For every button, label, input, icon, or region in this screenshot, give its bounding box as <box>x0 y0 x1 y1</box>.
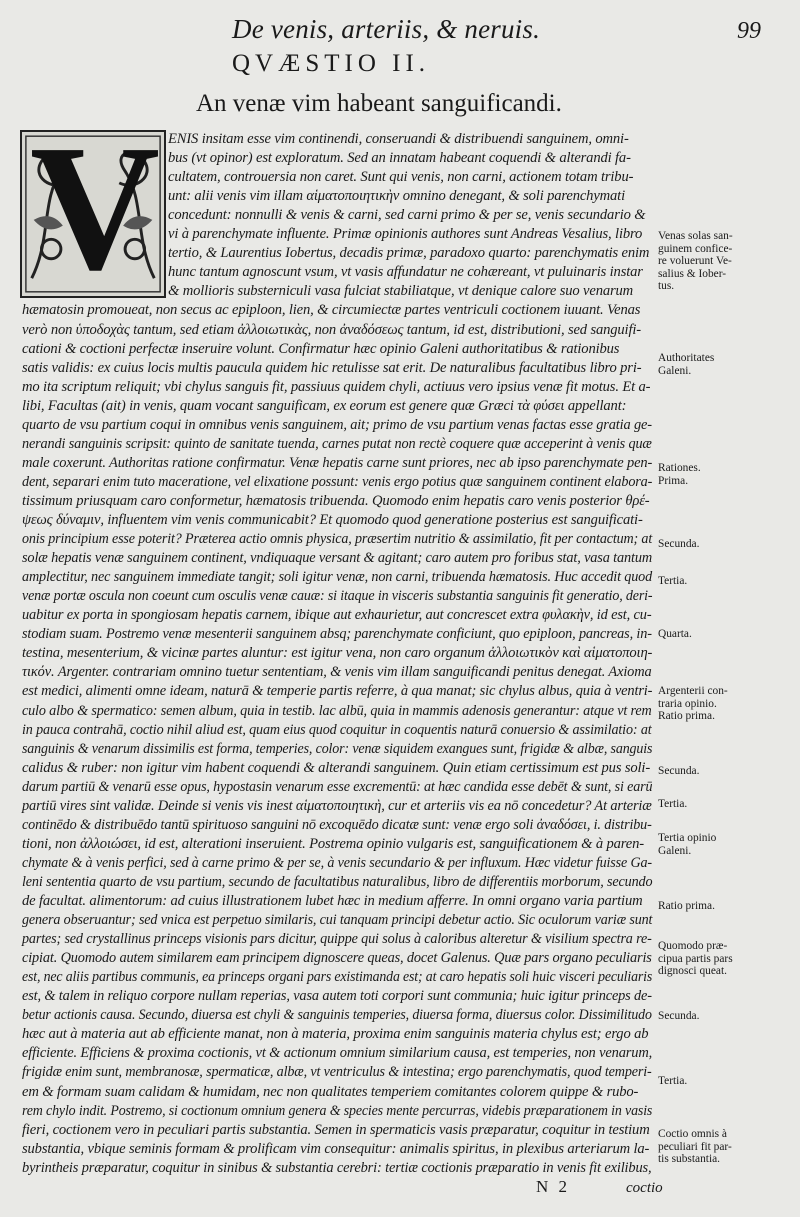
margin-note-line: Tertia. <box>658 575 688 587</box>
text-line: venæ portæ oscula non coeunt cum osculis venæ cauæ: si itaque in visceris substantia sanguinis fit generatio, deri- <box>22 588 653 605</box>
text-line: cultatem, controuersia non caret. Sunt qui venis, non carni, actionem totam tribu- <box>168 169 634 186</box>
margin-note-line: Tertia opinio <box>658 832 717 844</box>
margin-note-line: re voluerunt Ve- <box>658 255 732 268</box>
margin-note-tertia-opinio <box>658 832 798 857</box>
text-line: tertio, & Laurentius Iobertus, decadis primæ, paradoxo quarto: parenchymatis enim <box>168 245 650 262</box>
text-line: hæmatosin promoueat, non secus ac epiploon, lien, & circumiectæ partes ventriculi coctionem iuuant. Venas <box>22 302 641 319</box>
margin-note-line: Ratio prima. <box>658 710 715 723</box>
text-line: onis principium esse poterit? Præterea actio omnis physica, præsertim nutritio & assimilatio, fit per contactum; at <box>22 531 653 548</box>
text-line: ψεως δύναμιν, influentem vim venis communicabit? Et quomodo quod generatione posterius est sanguificati- <box>22 512 643 528</box>
ornamental-initial <box>20 108 166 307</box>
text-line: quarto de vsu partium coqui in omnibus venis sanguinem, ait; primo de vsu partium venas factas esse gratia ge- <box>22 416 652 433</box>
text-line: est, nec aliis partibus communis, ea princeps organi pars existimanda est; at caro hepatis soli huic visceri peculiaris <box>22 969 653 986</box>
margin-note-line: cipua partis pars <box>658 952 733 965</box>
text-line: darum partiū & venarū esse opus, hypostasin venarum esse excrementū: at hæc candida esse debēt & sunt, si earū <box>22 778 653 795</box>
text-line: betur actionis causa. Secundo, diuersa est chyli & sanguinis temperies, diuersa forma, diuersus color. Dissimilitudo <box>22 1007 652 1024</box>
text-line: vi à parenchymate influente. Primæ opinionis authores sunt Andreas Vesalius, libro <box>168 226 643 243</box>
text-line: chymate & à venis perfici, sed à carne primo & per se, à venis secundario & per influxum. Hæc videtur fuisse Ga- <box>22 854 652 871</box>
margin-note-line: Secunda. <box>658 765 700 777</box>
margin-note-secunda-2 <box>658 765 798 778</box>
margin-note-line: dignosci queat. <box>658 965 727 978</box>
margin-note-line: Rationes. <box>658 462 701 474</box>
margin-note-line: peculiari fit par- <box>658 1140 732 1153</box>
margin-note-line: Galeni. <box>658 364 692 377</box>
text-line: calidus & ruber: non igitur vim habent coquendi & alterandi sanguinem. Quin etiam certissimum est pus soli- <box>22 759 651 776</box>
text-line: est medici, alimenti omne ideam, naturā & temperie partis referre, à qua manat; sic chylus albus, quia à ventri- <box>22 683 653 700</box>
margin-note-secunda-3 <box>658 1010 798 1023</box>
text-line: mo ita scriptum reliquit; vbi chylus sanguis fit, passiuus quidem chyli, actiuus vero ipsius venæ fit motus. Et a- <box>22 378 651 395</box>
margin-note-line: traria opinio. <box>658 697 717 710</box>
running-head: De venis, arteriis, & neruis. <box>232 14 541 44</box>
margin-note-line: Galeni. <box>658 844 692 857</box>
text-line: in pauca contrahā, coctio nihil aliud est, quam eius quod coquitur in coquentis naturā conuersio & assimilatio: at <box>22 721 652 738</box>
text-line: partes; sed crystallinus princeps visionis pars dicitur, quippe qui solus à caloribus alteretur & visilium spectra re- <box>22 931 652 948</box>
text-line: concedunt: nonnulli & venis & carni, sed carni primo & per se, venis secundario & <box>168 207 646 224</box>
text-line: solæ hepatis venæ sanguinem continent, vndiquaque versant & agitant; caro autem pro foribus stat, vasa tantum <box>22 550 653 567</box>
margin-note-argenterii <box>658 685 798 723</box>
margin-note-tertia-2 <box>658 798 798 811</box>
margin-note-line: Tertia. <box>658 798 688 810</box>
text-line: culo albo & spermatico: semen album, quia in testib. lac albū, quia in mammis adenosis generantur: atque vt rem <box>22 702 652 719</box>
text-line: frigidæ enim sunt, membranosæ, spermaticæ, albæ, vt ventriculus & intestina; ergo parenchymatis, quod temperi- <box>22 1064 652 1081</box>
text-line: ENIS insitam esse vim continendi, conseruandi & distribuendi sanguinem, omni- <box>168 131 629 147</box>
text-line: stodiam suam. Postremo venæ mesenterii sanguinem absq; parenchymate conficiunt, quo epiploon, pancreas, in- <box>22 626 652 643</box>
text-line: byrintheis præparatur, coquitur in sinibus & substantia cerebri: tertiæ coctionis præparatio in venis fit exilibus, <box>22 1159 652 1176</box>
text-line: de facultat. alimentorum: ad cuius illustrationem lubet hæc in medium afferre. In omni organo varia partium <box>22 893 643 909</box>
page-number: 99 <box>737 18 761 44</box>
text-line: bus (vt opinor) est exploratum. Sed an innatam habeant coquendi & alterandi fa- <box>168 150 631 167</box>
question-title: An venæ vim habeant sanguificandi. <box>196 90 562 117</box>
margin-note-ratio-prima <box>658 900 798 913</box>
margin-note-tertia-1 <box>658 575 798 588</box>
text-line: hunc tantum agnoscunt vsum, vt vasis affundatur ne cohæreant, vt puluinaris instar <box>168 264 643 281</box>
signature-mark: N 2 <box>536 1177 571 1196</box>
margin-note-vesalius <box>658 230 798 293</box>
margin-note-line: guinem confice- <box>658 242 733 255</box>
text-line: efficiente. Efficiens & proxima coctionis, vt & actionum omnium similarium causa, est temperies, non venarum, <box>22 1045 653 1062</box>
text-line: substantia, vbique seminis formam & prolificam vim consequitur: animalis spiritus, in plexibus arteriarum la- <box>22 1140 650 1157</box>
text-line: em & formam suam calidam & humidam, nec non qualitates temperiem comitantes colorem quippe & rubo- <box>22 1083 639 1100</box>
margin-note-line: Tertia. <box>658 1075 688 1087</box>
text-line: hæc aut à materia aut ab efficiente manat, non à materia, proxima enim sanguinis materia chylus est; ergo ab <box>22 1026 649 1043</box>
margin-note-authoritates <box>658 352 798 377</box>
text-line: fieri, coctionem vero in peculiari partis substantia. Semen in spermaticis vasis præparatur, coquitur in testium <box>22 1121 650 1138</box>
text-line: cationi & coctioni perfectæ inseruire volunt. Confirmatur hæc opinio Galeni authoritatibus & rationibus <box>22 340 620 357</box>
text-line: tioni, non ἀλλοιώσει, id est, alterationi inseruient. Postrema opinio vulgaris est, sanguificationem & à paren- <box>22 835 644 852</box>
question-label: QVÆSTIO II. <box>232 50 431 77</box>
text-line: τικόν. Argenter. contrariam omnino tuetur sententiam, & venis vim illam sanguificandi penitus denegat. Axioma <box>22 664 652 681</box>
drop-cap-letter: V <box>30 108 160 307</box>
margin-note-line: Quarta. <box>658 628 692 640</box>
text-line: continēdo & distribuēdo tantū spirituoso sanguini nō excoquēdo dicatæ sunt: venæ ergo soli ἀναδόσει, i. distribu- <box>22 816 652 833</box>
margin-note-line: Prima. <box>658 474 689 487</box>
margin-note-line: Secunda. <box>658 538 700 550</box>
text-line: amplectitur, nec sanguinem immediate tangit; soli igitur venæ, non carni, tribuenda hæmatosis. Huc accedit quod <box>22 569 653 586</box>
catchword: coctio <box>626 1180 663 1196</box>
margin-note-coctio <box>658 1128 798 1166</box>
margin-note-line: Secunda. <box>658 1010 700 1022</box>
margin-note-line: Authoritates <box>658 352 715 364</box>
margin-note-line: tis substantia. <box>658 1153 721 1166</box>
text-line: est, & talem in reliquo corpore nullam reperias, vasa autem toti corpori sunt communia; huic igitur princeps de- <box>22 988 652 1005</box>
text-line: cipiat. Quomodo autem similarem eam principem dignoscere queas, docet Galenus. Quæ pars organo peculiaris <box>22 950 652 967</box>
margin-note-line: Ratio prima. <box>658 900 715 912</box>
margin-note-line: Coctio omnis à <box>658 1128 727 1140</box>
margin-note-quomodo <box>658 940 798 978</box>
margin-note-line: salius & Iober- <box>658 267 727 280</box>
text-line: unt: alii venis vim illam αἱματοποιητικὴν omnino denegant, & soli parenchymati <box>168 188 625 205</box>
text-line: nerandi sanguinis scripsit: quinto de sanitate tuenda, carnes putat non rectè coquere quæ acceperint à venis quæ <box>22 435 652 452</box>
margin-note-line: Quomodo præ- <box>658 940 728 952</box>
text-line: tissimum priusquam caro conformetur, hæmatosis tribuenda. Quomodo enim hepatis caro venis posterior θρέ- <box>22 492 650 509</box>
text-line: partiū vires sint validæ. Deinde si venis vis inest αἱματοποιητικὴ, cur et arteriis vis ea nō concedetur? At arteriæ <box>22 797 652 814</box>
text-line: verò non ὑποδοχὰς tantum, sed etiam ἀλλοιωτικὰς, non ἀναδόσεως tantum, id est, distributioni, sed sanguifi- <box>22 321 641 338</box>
text-line: & mollioris substerniculi vasa fulciat stabiliatque, vt denique calore suo venarum <box>168 283 634 300</box>
text-line: male coxerunt. Authoritas ratione confirmatur. Venæ hepatis carne sunt priores, nec ab ipso parenchymate pen- <box>22 454 653 471</box>
text-line: genera obseruantur; sed vnica est perpetuo similaris, cui tanquam principi debetur actio. Sic oculorum variæ sunt <box>22 912 653 929</box>
text-line: leni sententia quarto de vsu partium, secundo de facultatibus naturalibus, libro de differentiis morborum, secundo <box>22 873 653 890</box>
text-line: satis validis: ex cuius locis multis paucula quidem hic retulisse sat erit. De naturalibus facultatibus libro pri- <box>22 359 642 376</box>
text-line: rem chylo indit. Postremo, si coctionum omnium genera & species mente percurras, videbis præparationem in vasis <box>22 1102 653 1119</box>
text-line: dent, separari enim tuto maceratione, vel elixatione possunt: venis ergo potius quæ sanguinem continent elabora- <box>22 473 653 490</box>
text-line: sanguinis & venarum dissimilis est forma, temperies, color: venæ siquidem exangues sunt, frigidæ & albæ, sanguis <box>22 740 653 757</box>
margin-note-rationes <box>658 462 798 487</box>
text-line: testina, mesenterium, & vicinæ partes aluntur: est igitur vena, non caro organum ἀλλοιωτικὸν καὶ αἱματοποιη- <box>22 645 653 662</box>
text-line: uabitur ex porta in spongiosam hepatis carnem, ibique aut exhaurietur, aut concrescet extra φυλακὴν, id est, cu- <box>22 607 652 624</box>
margin-note-line: Argenterii con- <box>658 685 728 697</box>
margin-note-line: tus. <box>658 280 675 293</box>
margin-note-line: Venas solas san- <box>658 230 733 242</box>
margin-note-quarta <box>658 628 798 641</box>
text-line: libi, Facultas (ait) in venis, quam vocant sanguificam, ex eorum est genere quæ Græci τὰ φύσει appellant: <box>22 397 627 414</box>
margin-note-secunda-1 <box>658 538 798 551</box>
margin-note-tertia-3 <box>658 1075 798 1088</box>
